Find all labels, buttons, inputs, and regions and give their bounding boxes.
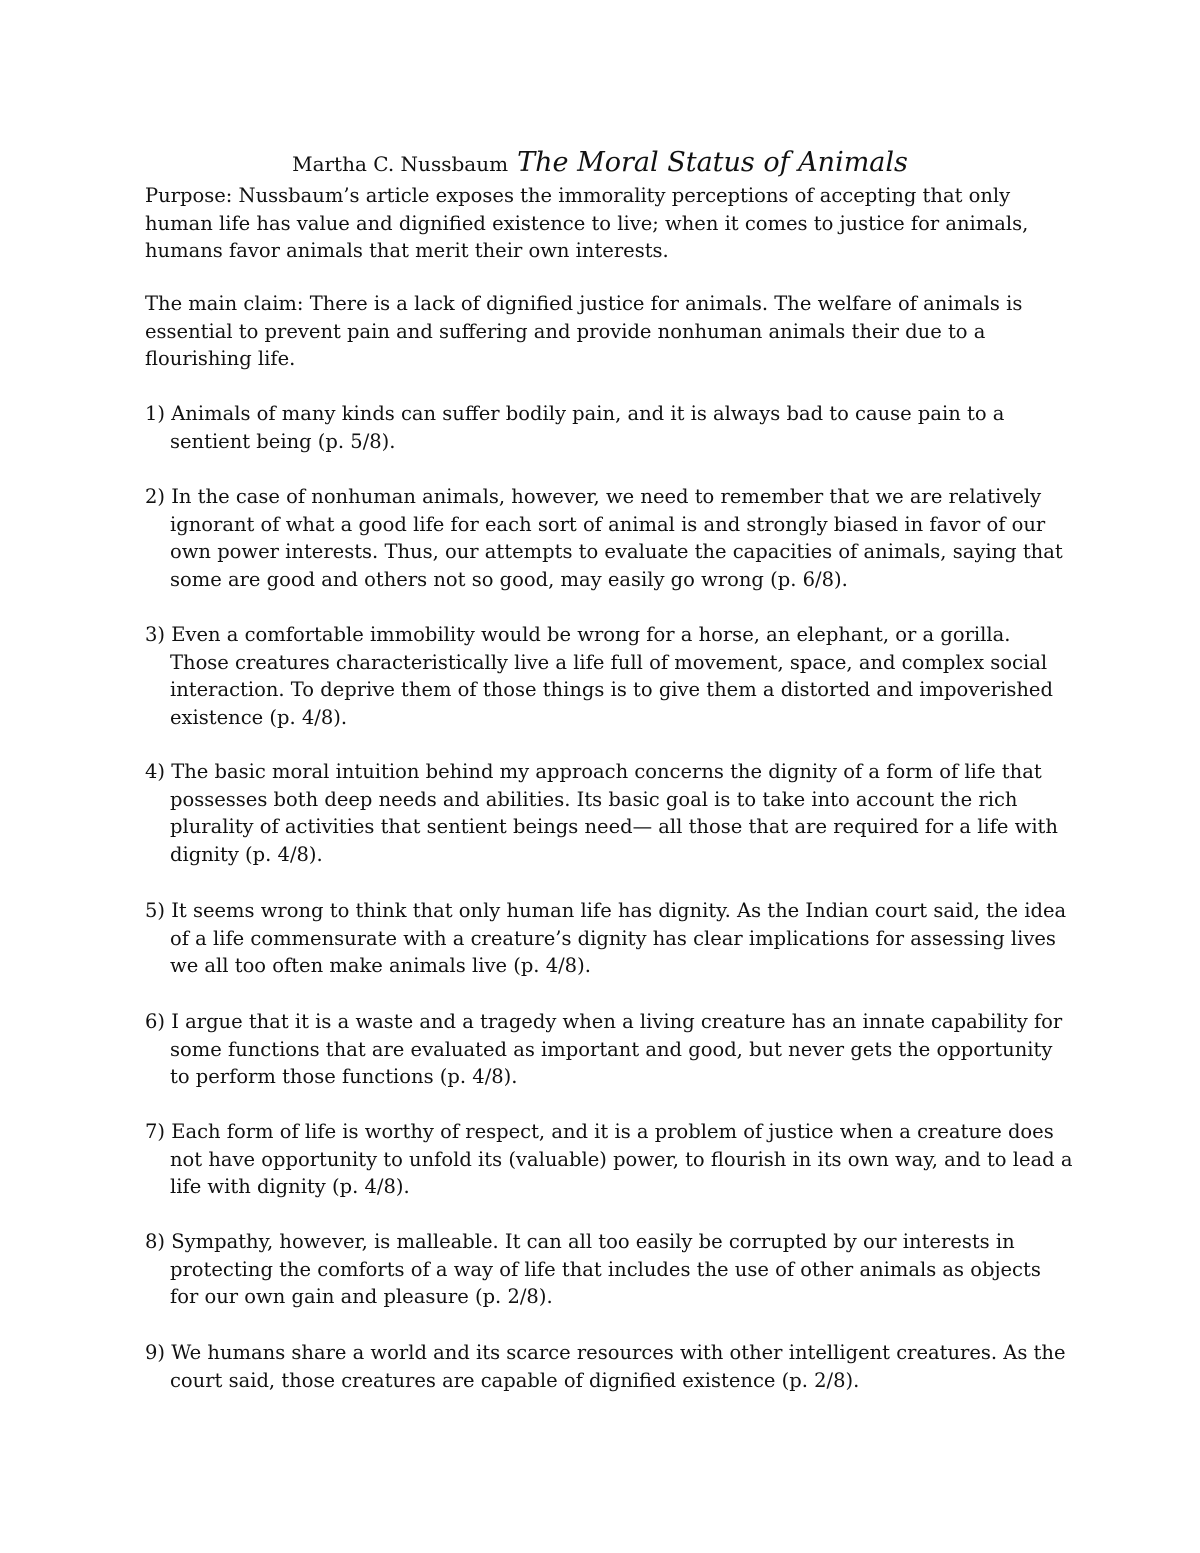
list-item-4 [145, 758, 1075, 868]
list-item-text: Even a comfortable immobility would be wrong for a horse, an elephant, or a gorilla. Those creatures characteristically live a life full of movement, space, and complex social interaction. To deprive them of those things is to give them a distorted and impoverished existence (p. 4/8). [170, 623, 1053, 729]
list-item-7 [145, 1118, 1075, 1201]
list-item-text: We humans share a world and its scarce resources with other intelligent creatures. As the court said, those creatures are capable of dignified existence (p. 2/8). [170, 1341, 1066, 1392]
list-item-number: 9) [145, 1341, 166, 1364]
list-item-text: I argue that it is a waste and a tragedy when a living creature has an innate capability for some functions that are evaluated as important and good, but never gets the opportunity to perform those functions (p. 4/8). [170, 1010, 1063, 1088]
list-item-3 [145, 621, 1075, 731]
list-item-9 [145, 1339, 1075, 1394]
list-item-text: Sympathy, however, is malleable. It can all too easily be corrupted by our interests in protecting the comforts of a way of life that includes the use of other animals as objects for our own gain and pleasure (p. 2/8). [170, 1230, 1041, 1308]
list-item-number: 6) [145, 1010, 166, 1033]
main-claim-paragraph: The main claim: There is a lack of dignified justice for animals. The welfare of animals is essential to prevent pain and suffering and provide nonhuman animals their due to a flourishing life. [145, 292, 1023, 370]
article-title: The Moral Status of Animals [517, 147, 908, 178]
purpose-paragraph: Purpose: Nussbaum’s article exposes the immorality perceptions of accepting that only human life has value and dignified existence to live; when it comes to justice for animals, humans favor animals that merit their own interests. [145, 184, 1029, 262]
list-item-text: In the case of nonhuman animals, however, we need to remember that we are relatively ignorant of what a good life for each sort of animal is and strongly biased in favor of our own power interests. Thus, our attempts to evaluate the capacities of animals, saying that some are good and others not so good, may easily go wrong (p. 6/8). [170, 485, 1063, 591]
list-item-6 [145, 1008, 1075, 1091]
list-item-text: It seems wrong to think that only human life has dignity. As the Indian court said, the idea of a life commensurate with a creature’s dignity has clear implications for assessing lives we all too often make animals live (p. 4/8). [170, 899, 1067, 977]
list-item-text: Each form of life is worthy of respect, and it is a problem of justice when a creature does not have opportunity to unfold its (valuable) power, to flourish in its own way, and to lead a life with dignity (p. 4/8). [170, 1120, 1073, 1198]
list-item-2 [145, 483, 1075, 593]
list-item-8 [145, 1228, 1075, 1311]
author-name: Martha C. Nussbaum [292, 152, 509, 176]
list-item-number: 4) [145, 760, 166, 783]
list-item-5 [145, 897, 1075, 980]
list-item-number: 5) [145, 899, 166, 922]
list-item-text: Animals of many kinds can suffer bodily pain, and it is always bad to cause pain to a sentient being (p. 5/8). [170, 402, 1005, 453]
list-item-number: 3) [145, 623, 166, 646]
list-item-number: 2) [145, 485, 166, 508]
list-item-number: 1) [145, 402, 166, 425]
document-heading [0, 146, 1200, 183]
list-item-number: 7) [145, 1120, 166, 1143]
list-item-number: 8) [145, 1230, 166, 1253]
list-item-1 [145, 400, 1075, 455]
list-item-text: The basic moral intuition behind my approach concerns the dignity of a form of life that possesses both deep needs and abilities. Its basic goal is to take into account the rich plurality of activities that sentient beings need— all those that are required for a life with dignity (p. 4/8). [170, 760, 1058, 866]
